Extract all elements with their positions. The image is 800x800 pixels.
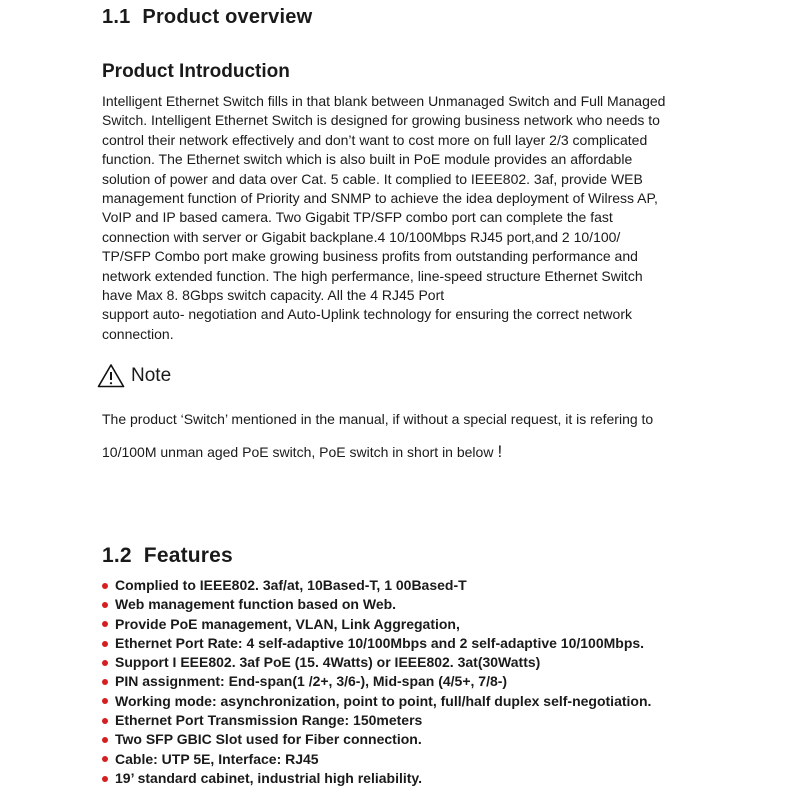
feature-item xyxy=(102,692,651,711)
bullet-icon xyxy=(102,660,108,666)
note-text-line xyxy=(102,442,702,462)
product-introduction-paragraph xyxy=(102,92,702,344)
intro-line: connection with server or Gigabit backplane.4 10/100Mbps RJ45 port,and 2 10/100/ xyxy=(102,228,621,245)
section-number: 1.2 xyxy=(102,544,132,567)
note-text-line: The product ‘Switch’ mentioned in the manual, if without a special request, it is refering to xyxy=(102,411,654,427)
intro-line: VoIP and IP based camera. Two Gigabit TP/SFP combo port can complete the fast xyxy=(102,209,613,226)
feature-item xyxy=(102,750,651,769)
bullet-icon xyxy=(102,776,108,782)
intro-line: management function of Priority and SNMP to achieve the idea deployment of Wilress AP, xyxy=(102,190,658,207)
section-title: Product overview xyxy=(142,6,313,28)
bullet-icon xyxy=(102,583,108,589)
product-introduction-heading: Product Introduction xyxy=(102,61,290,82)
feature-item xyxy=(102,595,651,614)
warning-triangle-icon xyxy=(97,363,125,388)
note-header xyxy=(97,363,171,388)
section-title: Features xyxy=(143,544,233,567)
feature-item xyxy=(102,769,651,788)
bullet-icon xyxy=(102,679,108,685)
feature-text: Working mode: asynchronization, point to point, full/half duplex self-negotiation. xyxy=(115,692,652,709)
feature-text: Ethernet Port Rate: 4 self-adaptive 10/100Mbps and 2 self-adaptive 10/100Mbps. xyxy=(115,634,645,651)
feature-text: Complied to IEEE802. 3af/at, 10Based-T, 1 00Based-T xyxy=(115,577,467,593)
intro-line: TP/SFP Combo port make growing business profits from outstanding performance and xyxy=(102,248,638,265)
feature-item xyxy=(102,653,651,672)
bullet-icon xyxy=(102,621,108,627)
feature-item xyxy=(102,615,651,634)
section-heading-features xyxy=(102,544,233,568)
feature-item xyxy=(102,634,651,653)
feature-text: Web management function based on Web. xyxy=(115,596,397,613)
features-list xyxy=(102,576,651,788)
feature-text: Two SFP GBIC Slot used for Fiber connection. xyxy=(115,731,422,748)
feature-item xyxy=(102,672,651,691)
intro-line: Switch. Intelligent Ethernet Switch is designed for growing business network who needs to xyxy=(102,112,660,129)
section-heading-product-overview xyxy=(102,6,312,29)
bullet-icon xyxy=(102,698,108,704)
feature-text: Cable: UTP 5E, Interface: RJ45 xyxy=(115,750,319,767)
intro-line: solution of power and data over Cat. 5 cable. It complied to IEEE802. 3af, provide WEB xyxy=(102,170,643,187)
bullet-icon xyxy=(102,641,108,647)
note-label: Note xyxy=(131,364,172,386)
section-number: 1.1 xyxy=(102,6,131,28)
bullet-icon xyxy=(102,602,108,608)
feature-text: Ethernet Port Transmission Range: 150meters xyxy=(115,712,423,729)
feature-text: 19’ standard cabinet, industrial high reliability. xyxy=(115,769,423,786)
bullet-icon xyxy=(102,737,108,743)
feature-item xyxy=(102,711,651,730)
intro-line: have Max 8. 8Gbps switch capacity. All the 4 RJ45 Port xyxy=(102,287,445,304)
intro-line: network extended function. The high perfermance, line-speed structure Ethernet Switch xyxy=(102,267,643,284)
intro-line: support auto- negotiation and Auto-Uplink technology for ensuring the correct network xyxy=(102,306,632,323)
feature-item xyxy=(102,576,651,595)
exclamation-mark: ! xyxy=(497,442,503,461)
note-text-line-2: 10/100M unman aged PoE switch, PoE switch in short in below xyxy=(102,444,494,460)
bullet-icon xyxy=(102,756,108,762)
bullet-icon xyxy=(102,718,108,724)
intro-line: control their network effectively and don’t want to cost more on full layer 2/3 complicated xyxy=(102,131,648,148)
feature-text: PIN assignment: End-span(1 /2+, 3/6-), Mid-span (4/5+, 7/8-) xyxy=(115,673,508,690)
intro-line: function. The Ethernet switch which is also built in PoE module provides an affordable xyxy=(102,151,633,168)
feature-text: Support I EEE802. 3af PoE (15. 4Watts) or IEEE802. 3at(30Watts) xyxy=(115,654,541,671)
feature-text: Provide PoE management, VLAN, Link Aggregation, xyxy=(115,615,460,632)
intro-line: Intelligent Ethernet Switch fills in that blank between Unmanaged Switch and Full Managed xyxy=(102,93,666,109)
intro-line: connection. xyxy=(102,325,174,342)
feature-item xyxy=(102,730,651,749)
